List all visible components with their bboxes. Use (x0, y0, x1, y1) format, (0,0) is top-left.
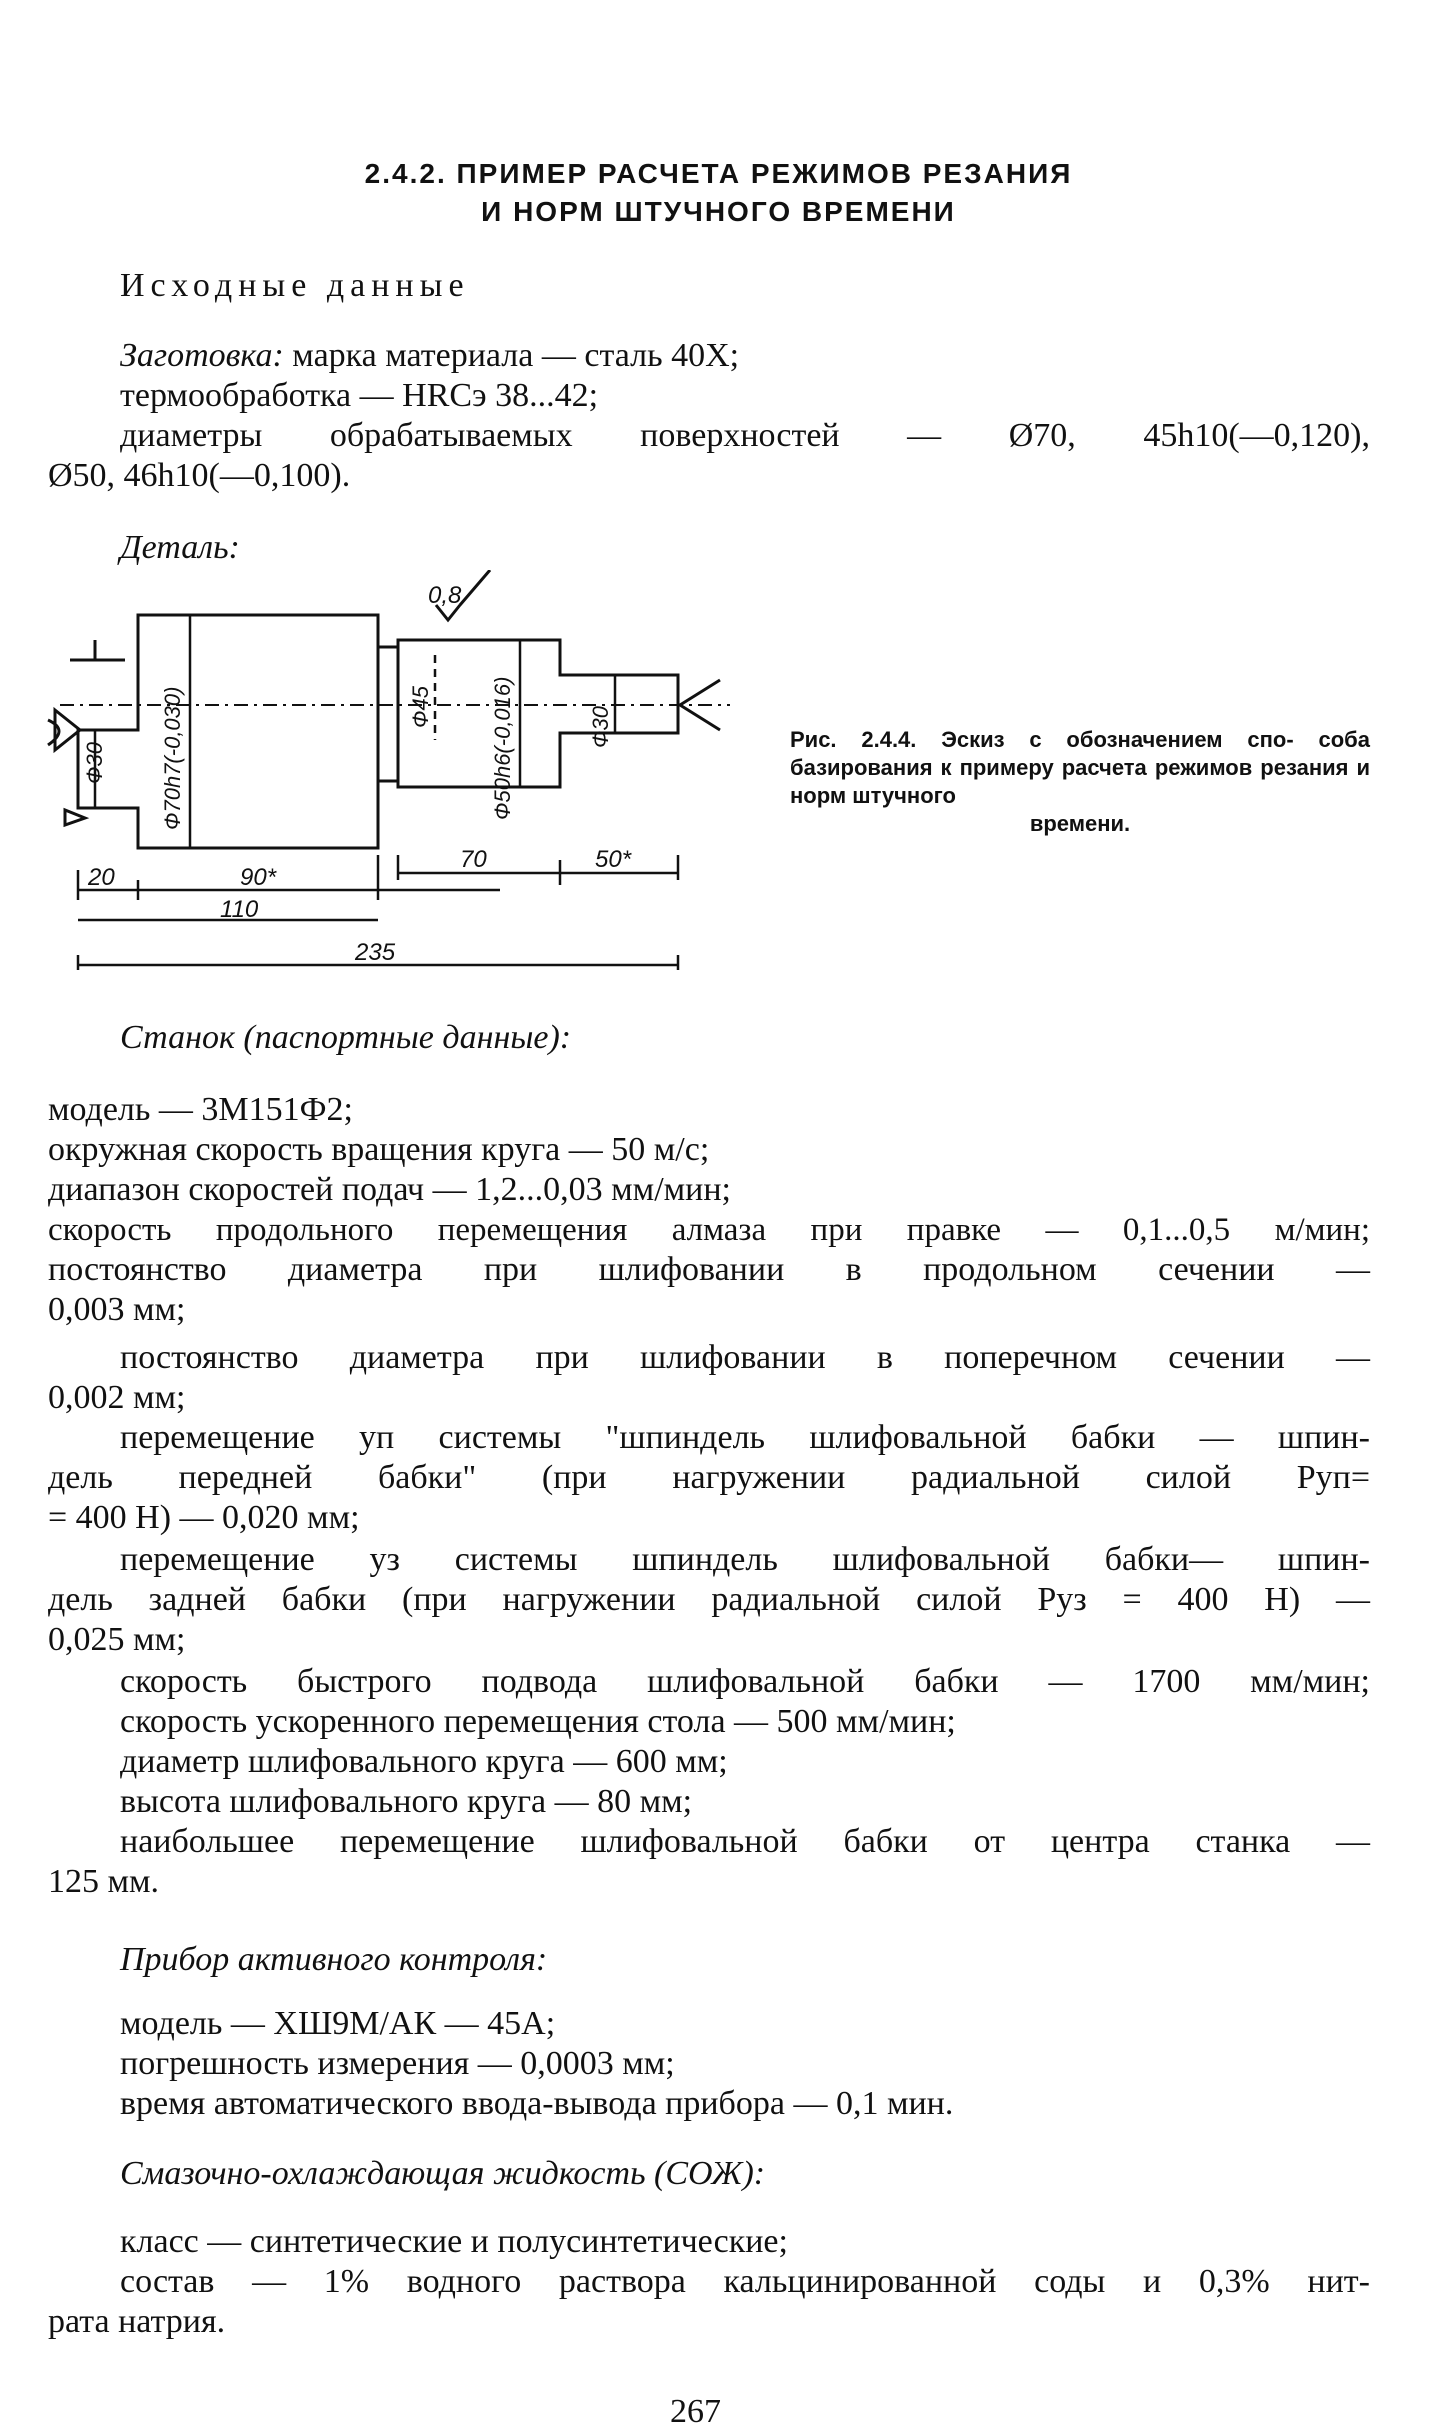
section-number: 2.4.2. (364, 158, 447, 189)
coolant-heading: Смазочно-охлаждающая жидкость (СОЖ): (120, 2155, 766, 2192)
dia-left-end: Ф30 (82, 742, 107, 784)
machine-max-travel-l1: наибольшее перемещение шлифовальной бабки от центра станка — (120, 1823, 1370, 1860)
section-title-text: ПРИМЕР РАСЧЕТА РЕЖИМОВ РЕЗАНИЯ (456, 158, 1073, 189)
gauge-error: погрешность измерения — 0,0003 мм; (120, 2045, 675, 2082)
machine-heading: Станок (паспортные данные): (120, 1019, 572, 1056)
machine-wheel-diameter: диаметр шлифовального круга — 600 мм; (120, 1743, 728, 1780)
figure-caption (790, 726, 1370, 838)
gauge-heading: Прибор активного контроля: (120, 1941, 548, 1978)
machine-disp-front-l3: = 400 Н) — 0,020 мм; (48, 1499, 360, 1536)
machine-feed-range: диапазон скоростей подач — 1,2...0,03 мм/мин; (48, 1171, 731, 1208)
machine-disp-rear-l1: перемещение yз системы шпиндель шлифовальной бабки— шпин- (120, 1541, 1370, 1578)
machine-max-travel-l2: 125 мм. (48, 1863, 160, 1900)
caption-line4: времени. (1029, 811, 1131, 836)
caption-line3: режимов резания и норм штучного (790, 755, 1371, 808)
gauge-model: модель — ХШ9М/АК — 45А; (120, 2005, 556, 2042)
machine-wheel-height: высота шлифовального круга — 80 мм; (120, 1783, 693, 1820)
machine-cross-const-l1: постоянство диаметра при шлифовании в поперечном сечении — (120, 1339, 1370, 1376)
machine-disp-rear-l2: дель задней бабки (при нагружении радиальной силой Pyз = 400 Н) — (48, 1581, 1370, 1618)
machine-table-speed: скорость ускоренного перемещения стола — 500 мм/мин; (120, 1703, 956, 1740)
machine-model: модель — 3М151Ф2; (48, 1091, 353, 1128)
machine-cross-const-l2: 0,002 мм; (48, 1379, 186, 1416)
machine-disp-front-l2: дель передней бабки" (при нагружении радиальной силой Pyп= (48, 1459, 1370, 1496)
blank-heat-treatment: термообработка — HRCэ 38...42; (120, 377, 599, 414)
caption-line2: соба базирования к примеру расчета (790, 727, 1370, 780)
section-title-line1 (0, 158, 1437, 190)
dia-step: Ф50h6(-0,016) (490, 676, 515, 820)
dim-235: 235 (355, 939, 396, 966)
blank-material: марка материала — сталь 40Х; (283, 337, 740, 374)
coolant-composition-l1: состав — 1% водного раствора кальцинированной соды и 0,3% нит- (120, 2263, 1370, 2300)
caption-line1: Рис. 2.4.4. Эскиз с обозначением спо- (790, 727, 1294, 752)
dia-right-end: Ф30 (588, 706, 613, 748)
blank-label: Заготовка: (120, 337, 284, 374)
part-sketch (40, 570, 760, 1010)
section-title-line2: И НОРМ ШТУЧНОГО ВРЕМЕНИ (481, 196, 956, 227)
coolant-class: класс — синтетические и полусинтетические; (120, 2223, 788, 2260)
dia-main: Ф70h7(-0,030) (160, 686, 185, 830)
dim-90: 90* (240, 864, 277, 891)
dim-110: 110 (220, 896, 259, 923)
coolant-composition-l2: рата натрия. (48, 2303, 226, 2340)
dim-70: 70 (460, 846, 487, 873)
initial-data-heading: Исходные данные (120, 267, 470, 304)
blank-diameters-line1: диаметры обрабатываемых поверхностей — Ø70, 45h10(—0,120), (120, 417, 1370, 454)
machine-long-const-l1: постоянство диаметра при шлифовании в продольном сечении — (48, 1251, 1370, 1288)
machine-diamond-speed: скорость продольного перемещения алмаза при правке — 0,1...0,5 м/мин; (48, 1212, 1370, 1248)
detail-label: Деталь: (120, 529, 240, 566)
machine-wheel-speed: окружная скорость вращения круга — 50 м/с; (48, 1131, 710, 1168)
dia-bore: Ф45 (408, 686, 433, 728)
gauge-io-time: время автоматического ввода-вывода прибора — 0,1 мин. (120, 2085, 954, 2122)
dim-20: 20 (88, 864, 115, 891)
blank-material-line (120, 336, 739, 376)
machine-disp-rear-l3: 0,025 мм; (48, 1621, 186, 1658)
machine-long-const-l2: 0,003 мм; (48, 1291, 186, 1328)
dim-50: 50* (595, 846, 632, 873)
roughness-label: 0,8 (428, 582, 462, 609)
machine-disp-front-l1: перемещение yп системы "шпиндель шлифовальной бабки — шпин- (120, 1419, 1370, 1456)
page-number: 267 (670, 2393, 721, 2430)
blank-diameters-line2: Ø50, 46h10(—0,100). (48, 457, 351, 494)
machine-rapid-approach: скорость быстрого подвода шлифовальной бабки — 1700 мм/мин; (120, 1663, 1370, 1700)
